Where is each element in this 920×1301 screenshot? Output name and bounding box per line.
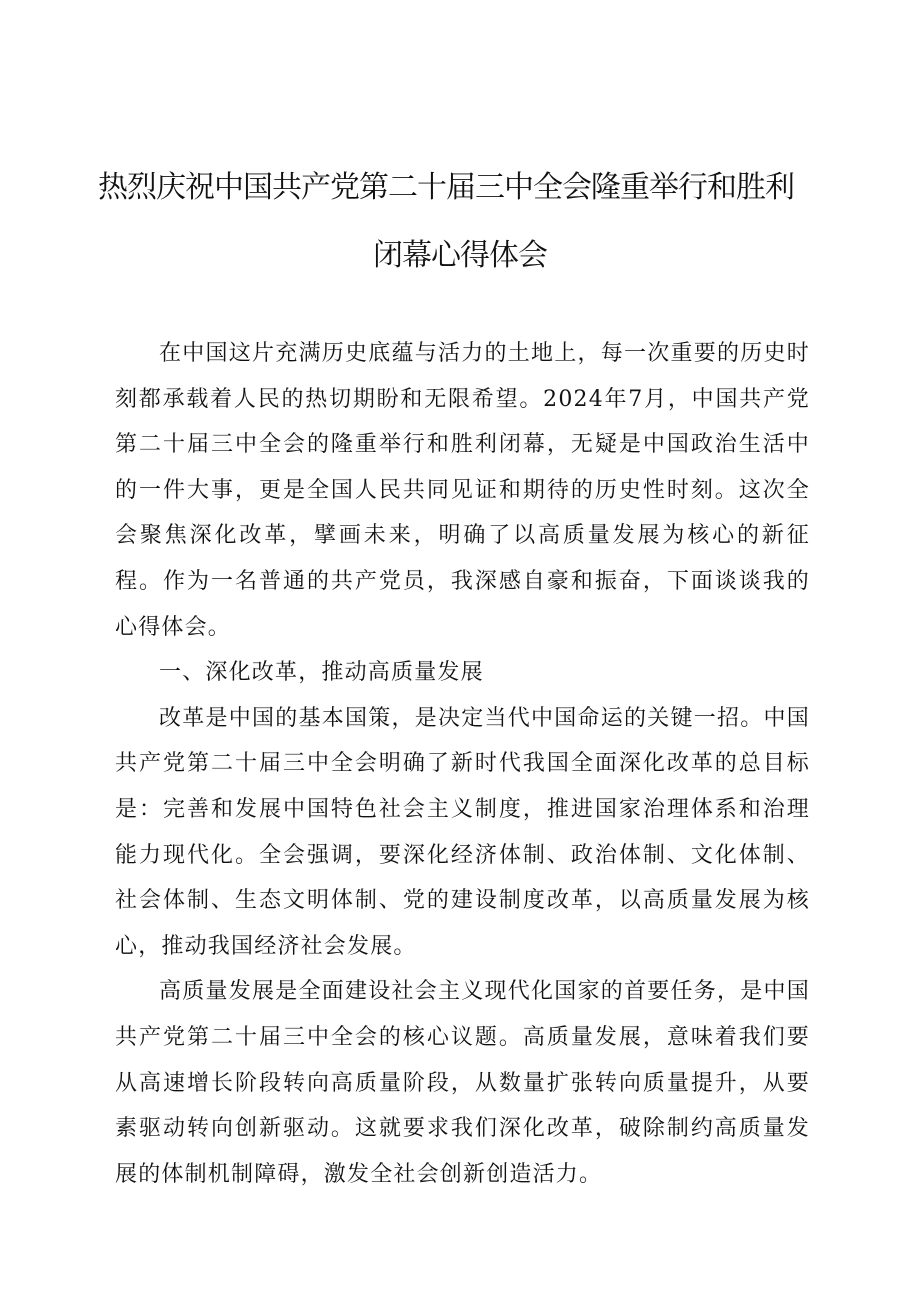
document-title-line-1: 热烈庆祝中国共产党第二十届三中全会隆重举行和胜利 bbox=[98, 170, 794, 205]
document-title-line-2: 闭幕心得体会 bbox=[373, 238, 547, 273]
paragraph-intro: 在中国这片充满历史底蕴与活力的土地上，每一次重要的历史时刻都承载着人民的热切期盼和无限希望。2024年7月，中国共产党第二十届三中全会的隆重举行和胜利闭幕，无疑是中国政治生活中的一件大事，更是全国人民共同见证和期待的历史性时刻。这次全会聚焦深化改革，擘画未来，明确了以高质量发展为核心的新征程。作为一名普通的共产党员，我深感自豪和振奋，下面谈谈我的心得体会。 bbox=[115, 341, 810, 640]
paragraph-reform: 改革是中国的基本国策，是决定当代中国命运的关键一招。中国共产党第二十届三中全会明确了新时代我国全面深化改革的总目标是：完善和发展中国特色社会主义制度，推进国家治理体系和治理能力现代化。全会强调，要深化经济体制、政治体制、文化体制、社会体制、生态文明体制、党的建设制度改革，以高质量发展为核心，推动我国经济社会发展。 bbox=[115, 705, 810, 959]
document-body bbox=[115, 331, 810, 1197]
paragraph-high-quality-development: 高质量发展是全面建设社会主义现代化国家的首要任务，是中国共产党第二十届三中全会的核心议题。高质量发展，意味着我们要从高速增长阶段转向高质量阶段，从数量扩张转向质量提升，从要素驱动转向创新驱动。这就要求我们深化改革，破除制约高质量发展的体制机制障碍，激发全社会创新创造活力。 bbox=[115, 979, 810, 1187]
section-heading-1: 一、深化改革，推动高质量发展 bbox=[159, 660, 484, 686]
